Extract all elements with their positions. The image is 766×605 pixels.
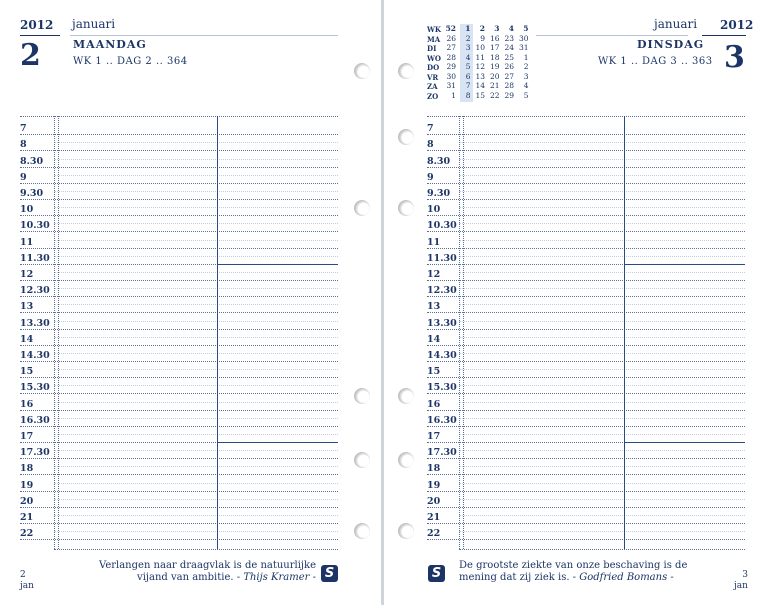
binder-hole-icon xyxy=(354,452,370,468)
hour-line[interactable] xyxy=(427,183,745,184)
half-hour-line xyxy=(459,466,745,467)
mini-cal-date[interactable]: 1 xyxy=(523,52,529,62)
hour-label: 9 xyxy=(427,171,434,183)
left-quote xyxy=(88,560,316,584)
half-hour-line xyxy=(54,304,338,305)
mini-cal-week-number: 3 xyxy=(494,24,500,33)
half-hour-line xyxy=(459,175,745,176)
hour-label: 13.30 xyxy=(20,317,50,329)
half-hour-line xyxy=(54,240,338,241)
half-hour-line xyxy=(459,418,745,419)
hour-line[interactable] xyxy=(20,280,338,281)
half-hour-line xyxy=(54,191,338,192)
right-month: januari xyxy=(654,17,698,31)
hour-label: 8 xyxy=(20,139,27,151)
grid-bottom-line xyxy=(54,549,338,550)
half-hour-line xyxy=(459,240,745,241)
hour-label: 15.30 xyxy=(20,382,50,394)
hour-line[interactable] xyxy=(20,474,338,475)
right-quote-author: Godfried Bomans xyxy=(579,572,668,583)
hour-label: 21 xyxy=(427,512,441,523)
mini-cal-day-label: DO xyxy=(427,63,440,72)
right-day-number: 3 xyxy=(724,40,745,75)
hour-label: 10.30 xyxy=(20,220,50,232)
binder-hole-icon xyxy=(354,523,370,539)
hour-label: 18 xyxy=(20,463,34,475)
mini-cal-date[interactable]: 10 xyxy=(475,43,485,52)
right-footer xyxy=(734,570,748,592)
half-hour-line xyxy=(54,483,338,484)
hour-line[interactable] xyxy=(427,215,745,216)
hour-line[interactable] xyxy=(427,280,745,281)
hour-label: 17 xyxy=(427,431,441,442)
mini-cal-date[interactable]: 24 xyxy=(504,43,514,52)
hour-line[interactable] xyxy=(20,248,338,249)
hour-label: 14.30 xyxy=(20,350,50,361)
mini-cal-week-number: 52 xyxy=(445,24,456,33)
mini-cal-date[interactable]: 2 xyxy=(523,62,529,71)
grid-left-rule xyxy=(459,116,460,549)
half-hour-line xyxy=(54,321,338,322)
hour-line[interactable] xyxy=(427,491,745,492)
right-day-name: DINSDAG xyxy=(637,38,705,51)
hour-label: 20 xyxy=(427,495,441,507)
hour-line[interactable] xyxy=(427,523,745,524)
hour-line[interactable] xyxy=(427,199,745,200)
mini-cal-date[interactable]: 3 xyxy=(465,43,471,52)
mini-cal-date[interactable]: 5 xyxy=(523,90,529,100)
left-quote-author: Thijs Kramer xyxy=(243,572,310,583)
hour-label: 11 xyxy=(427,236,441,248)
hour-line[interactable] xyxy=(427,377,745,378)
hour-line[interactable] xyxy=(20,296,338,297)
half-hour-line xyxy=(459,223,745,224)
mini-cal-date[interactable]: 9 xyxy=(480,33,485,43)
hour-label: 10.30 xyxy=(427,220,457,232)
half-hour-line xyxy=(459,450,745,451)
section-divider xyxy=(624,264,745,265)
half-hour-line xyxy=(54,515,338,516)
hour-line[interactable] xyxy=(427,345,745,346)
hour-line[interactable] xyxy=(20,329,338,330)
half-hour-line xyxy=(54,142,338,143)
left-footer-month: jan xyxy=(20,581,34,591)
hour-line[interactable] xyxy=(20,539,338,540)
half-hour-line xyxy=(54,385,338,386)
hour-line[interactable] xyxy=(20,491,338,492)
binder-hole-icon xyxy=(398,63,414,79)
half-hour-line xyxy=(459,321,745,322)
mini-cal-day-label: MA xyxy=(427,34,441,44)
publisher-logo-icon: S xyxy=(428,565,445,582)
half-hour-line xyxy=(459,499,745,500)
hour-line[interactable] xyxy=(20,361,338,362)
half-hour-line xyxy=(54,223,338,224)
mini-cal-date[interactable]: 16 xyxy=(489,33,500,43)
publisher-logo-icon: S xyxy=(321,565,338,582)
right-quote-text: De grootste ziekte van onze beschaving is de mening dat zij ziek is. - xyxy=(459,560,688,583)
half-hour-line xyxy=(54,256,338,257)
mini-cal-week-number: 2 xyxy=(479,24,485,33)
half-hour-line xyxy=(459,402,745,403)
mini-cal-date[interactable]: 31 xyxy=(446,81,456,90)
hour-line[interactable] xyxy=(427,329,745,330)
hour-line[interactable] xyxy=(427,426,745,427)
hour-label: 14.30 xyxy=(427,350,457,361)
half-hour-line xyxy=(459,483,745,484)
section-divider xyxy=(624,442,745,443)
grid-left-rule xyxy=(54,116,55,549)
hour-label: 11.30 xyxy=(427,252,457,264)
hour-line[interactable] xyxy=(427,150,745,151)
binder-hole-icon xyxy=(354,388,370,404)
half-hour-line xyxy=(459,515,745,516)
hour-label: 9.30 xyxy=(20,188,44,199)
right-page xyxy=(384,0,766,605)
hour-line[interactable] xyxy=(20,410,338,411)
half-hour-line xyxy=(459,353,745,354)
right-quote xyxy=(459,560,721,584)
left-day-number: 2 xyxy=(20,38,41,73)
hour-line[interactable] xyxy=(20,458,338,459)
hour-line[interactable] xyxy=(20,167,338,168)
hour-line[interactable] xyxy=(427,167,745,168)
mini-cal-date[interactable]: 8 xyxy=(465,90,471,100)
hour-label: 11 xyxy=(20,236,34,248)
mini-cal-date[interactable]: 3 xyxy=(523,71,529,81)
hour-line[interactable] xyxy=(20,426,338,427)
hour-label: 12 xyxy=(427,269,441,280)
mini-cal-week-number: 1 xyxy=(465,24,471,33)
grid-column-divider xyxy=(217,116,218,549)
mini-cal-date[interactable]: 26 xyxy=(446,33,456,43)
mini-cal-date[interactable]: 28 xyxy=(504,81,514,90)
mini-cal-date[interactable]: 22 xyxy=(489,90,500,100)
hour-label: 15 xyxy=(20,366,34,378)
hour-label: 19 xyxy=(20,479,34,491)
right-quote-tail: - xyxy=(667,572,674,583)
hour-line[interactable] xyxy=(427,474,745,475)
right-footer-day: 3 xyxy=(742,570,748,580)
mini-cal-date[interactable]: 29 xyxy=(446,62,456,71)
half-hour-line xyxy=(459,191,745,192)
half-hour-line xyxy=(54,531,338,532)
hour-line[interactable] xyxy=(427,361,745,362)
hour-line[interactable] xyxy=(427,231,745,232)
binder-hole-icon xyxy=(398,523,414,539)
hour-line[interactable] xyxy=(427,248,745,249)
mini-cal-date[interactable]: 2 xyxy=(465,33,471,43)
mini-cal-week-number: 4 xyxy=(508,24,514,33)
half-hour-line xyxy=(459,207,745,208)
grid-top-line xyxy=(20,116,338,117)
half-hour-line xyxy=(54,369,338,370)
left-quote-text: Verlangen naar draagvlak is de natuurlijke vijand van ambitie. - xyxy=(99,560,316,583)
mini-cal-date[interactable]: 1 xyxy=(451,90,456,100)
binder-hole-icon xyxy=(398,200,414,216)
mini-cal-date[interactable]: 13 xyxy=(475,71,485,81)
hour-label: 8 xyxy=(427,139,434,151)
half-hour-line xyxy=(54,175,338,176)
mini-cal-day-label: ZA xyxy=(427,82,438,91)
left-page xyxy=(0,0,382,605)
hour-label: 11.30 xyxy=(20,252,50,264)
mini-cal-date[interactable]: 29 xyxy=(504,90,514,100)
half-hour-line xyxy=(54,272,338,273)
hour-label: 8.30 xyxy=(20,155,44,167)
mini-cal-date[interactable]: 20 xyxy=(489,71,500,81)
hour-label: 17.30 xyxy=(20,447,50,459)
hour-label: 18 xyxy=(427,463,441,475)
hour-label: 13 xyxy=(20,301,34,313)
mini-cal-day-label: WO xyxy=(427,53,441,63)
hour-label: 10 xyxy=(427,204,441,216)
hour-line[interactable] xyxy=(20,312,338,313)
half-hour-line xyxy=(459,434,745,435)
hour-line[interactable] xyxy=(20,215,338,216)
left-year: 2012 xyxy=(20,18,54,32)
hour-label: 16 xyxy=(427,398,441,410)
mini-cal-date[interactable]: 30 xyxy=(446,71,456,81)
mini-cal-date[interactable]: 6 xyxy=(465,71,471,81)
grid-left-rule-inner xyxy=(58,116,59,549)
mini-cal-week-number: 5 xyxy=(523,24,529,33)
hour-line[interactable] xyxy=(20,183,338,184)
half-hour-line xyxy=(54,434,338,435)
half-hour-line xyxy=(459,385,745,386)
hour-label: 12.30 xyxy=(427,285,457,297)
half-hour-line xyxy=(459,304,745,305)
half-hour-line xyxy=(54,159,338,160)
hour-label: 20 xyxy=(20,495,34,507)
half-hour-line xyxy=(54,288,338,289)
right-year: 2012 xyxy=(720,18,754,32)
mini-cal-date[interactable]: 26 xyxy=(504,62,514,71)
hour-label: 15.30 xyxy=(427,382,457,394)
binder-hole-icon xyxy=(398,452,414,468)
mini-cal-day-label: DI xyxy=(427,44,437,53)
hour-label: 9.30 xyxy=(427,188,451,199)
mini-cal-date[interactable]: 14 xyxy=(475,81,485,90)
hour-label: 17.30 xyxy=(427,447,457,459)
hour-line[interactable] xyxy=(20,231,338,232)
mini-cal-date[interactable]: 12 xyxy=(475,62,485,71)
right-year-rule xyxy=(702,35,746,36)
mini-cal-date[interactable]: 18 xyxy=(489,52,500,62)
left-footer xyxy=(20,570,34,592)
right-month-rule xyxy=(536,35,688,36)
binder-hole-icon xyxy=(354,200,370,216)
left-month: januari xyxy=(72,17,116,31)
hour-label: 8.30 xyxy=(427,155,451,167)
half-hour-line xyxy=(459,288,745,289)
hour-label: 10 xyxy=(20,204,34,216)
hour-label: 19 xyxy=(427,479,441,491)
binder-hole-icon xyxy=(398,129,414,145)
half-hour-line xyxy=(459,256,745,257)
left-quote-tail: - xyxy=(309,572,316,583)
half-hour-line xyxy=(459,142,745,143)
hour-label: 17 xyxy=(20,431,34,442)
mini-cal-day-label: VR xyxy=(427,72,439,82)
left-week-info: WK 1 .. DAG 2 .. 364 xyxy=(73,56,188,67)
half-hour-line xyxy=(54,450,338,451)
hour-label: 12.30 xyxy=(20,285,50,297)
section-divider xyxy=(217,264,338,265)
hour-line[interactable] xyxy=(427,296,745,297)
hour-label: 13 xyxy=(427,301,441,313)
hour-label: 16 xyxy=(20,398,34,410)
left-footer-day: 2 xyxy=(20,570,26,580)
half-hour-line xyxy=(54,337,338,338)
hour-line[interactable] xyxy=(20,377,338,378)
left-year-rule xyxy=(20,35,60,36)
hour-line[interactable] xyxy=(20,523,338,524)
hour-line[interactable] xyxy=(20,393,338,394)
binder-hole-icon xyxy=(354,63,370,79)
hour-label: 9 xyxy=(20,171,27,183)
hour-label: 12 xyxy=(20,269,34,280)
hour-label: 14 xyxy=(427,333,441,345)
hour-label: 13.30 xyxy=(427,317,457,329)
hour-label: 7 xyxy=(427,123,434,135)
left-day-name: MAANDAG xyxy=(73,38,147,51)
mini-cal-date[interactable]: 17 xyxy=(489,43,500,52)
hour-label: 15 xyxy=(427,366,441,378)
half-hour-line xyxy=(459,159,745,160)
half-hour-line xyxy=(54,418,338,419)
hour-line[interactable] xyxy=(427,539,745,540)
hour-line[interactable] xyxy=(427,134,745,135)
mini-cal-date[interactable]: 31 xyxy=(518,43,529,52)
half-hour-line xyxy=(54,353,338,354)
mini-cal-date[interactable]: 25 xyxy=(504,52,514,62)
section-divider xyxy=(217,442,338,443)
mini-cal-week-label: WK xyxy=(427,25,441,34)
hour-line[interactable] xyxy=(427,410,745,411)
mini-cal-date[interactable]: 27 xyxy=(504,71,514,81)
binder-hole-icon xyxy=(398,388,414,404)
hour-line[interactable] xyxy=(20,134,338,135)
half-hour-line xyxy=(54,402,338,403)
half-hour-line xyxy=(54,466,338,467)
hour-line[interactable] xyxy=(20,345,338,346)
hour-label: 16.30 xyxy=(427,414,457,426)
mini-cal-date[interactable]: 19 xyxy=(489,62,500,71)
hour-line[interactable] xyxy=(427,393,745,394)
mini-cal-date[interactable]: 30 xyxy=(518,33,529,43)
half-hour-line xyxy=(459,531,745,532)
left-month-rule xyxy=(70,35,338,36)
grid-column-divider xyxy=(624,116,625,549)
hour-line[interactable] xyxy=(20,199,338,200)
half-hour-line xyxy=(54,499,338,500)
hour-label: 7 xyxy=(20,123,27,135)
half-hour-line xyxy=(459,272,745,273)
mini-cal-day-label: ZO xyxy=(427,91,439,101)
hour-label: 14 xyxy=(20,333,34,345)
hour-label: 22 xyxy=(427,528,441,540)
right-footer-month: jan xyxy=(734,581,748,591)
right-week-info: WK 1 .. DAG 3 .. 363 xyxy=(598,56,713,67)
hour-line[interactable] xyxy=(20,507,338,508)
half-hour-line xyxy=(459,337,745,338)
mini-cal-date[interactable]: 21 xyxy=(489,81,500,90)
mini-cal-date[interactable]: 11 xyxy=(475,52,485,62)
grid-top-line xyxy=(427,116,745,117)
hour-line[interactable] xyxy=(20,150,338,151)
grid-left-rule-inner xyxy=(463,116,464,549)
mini-cal-date[interactable]: 7 xyxy=(465,81,471,90)
grid-bottom-line xyxy=(459,549,745,550)
hour-line[interactable] xyxy=(427,507,745,508)
hour-label: 16.30 xyxy=(20,414,50,426)
hour-label: 21 xyxy=(20,512,34,523)
half-hour-line xyxy=(459,369,745,370)
hour-line[interactable] xyxy=(427,458,745,459)
hour-label: 22 xyxy=(20,528,34,540)
mini-cal-date[interactable]: 4 xyxy=(465,52,471,62)
mini-cal-date[interactable]: 23 xyxy=(504,33,514,43)
mini-cal-date[interactable]: 27 xyxy=(446,43,456,52)
mini-cal-date[interactable]: 4 xyxy=(523,81,529,90)
mini-cal-date[interactable]: 15 xyxy=(475,90,485,100)
hour-line[interactable] xyxy=(427,312,745,313)
mini-cal-date[interactable]: 5 xyxy=(465,62,471,71)
half-hour-line xyxy=(54,207,338,208)
mini-cal-date[interactable]: 28 xyxy=(446,52,456,62)
